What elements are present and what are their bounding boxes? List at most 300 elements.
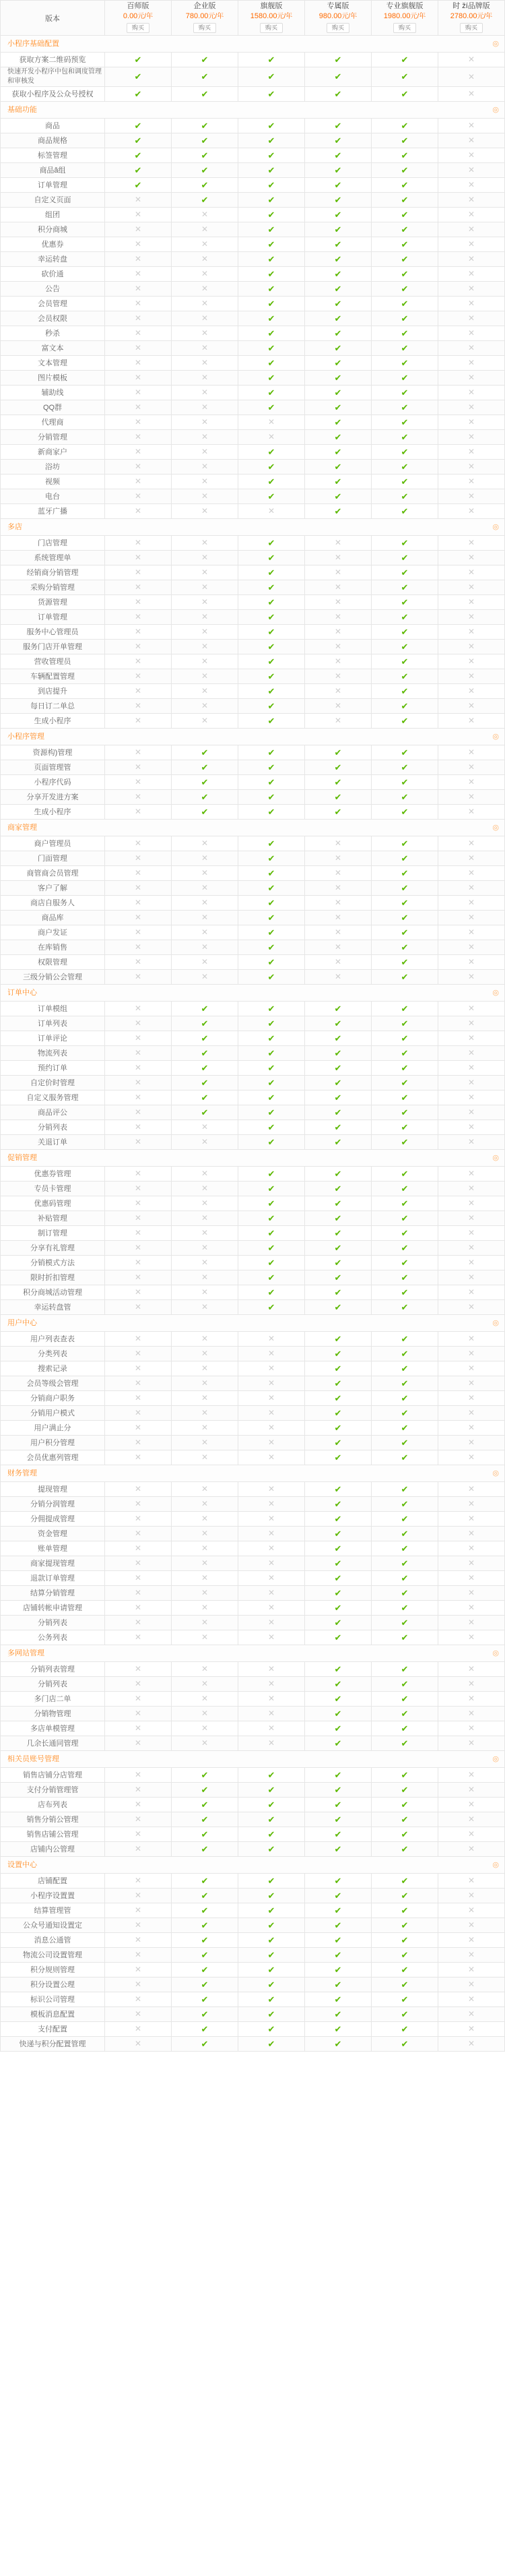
check-glyph: ✔ (401, 853, 409, 863)
check-icon (305, 1002, 372, 1016)
check-glyph: ✔ (267, 1934, 275, 1945)
check-icon (105, 133, 172, 148)
table-row (1, 1091, 505, 1105)
cross-icon (172, 881, 238, 896)
cross-glyph: ✕ (201, 868, 209, 878)
check-icon (372, 133, 438, 148)
cross-icon (172, 1662, 238, 1677)
cross-icon (105, 1677, 172, 1692)
check-icon (305, 1992, 372, 2007)
cross-glyph: ✕ (134, 1272, 142, 1282)
check-glyph: ✔ (267, 1979, 275, 1990)
cross-icon (438, 1903, 505, 1918)
check-glyph: ✔ (401, 1994, 409, 2004)
check-icon (238, 1300, 305, 1315)
check-icon (372, 1798, 438, 1812)
check-glyph: ✔ (267, 164, 275, 175)
cross-icon (438, 1046, 505, 1061)
check-glyph: ✔ (334, 283, 342, 294)
buy-button[interactable]: 购买 (327, 23, 349, 33)
check-icon (372, 1211, 438, 1226)
check-glyph: ✔ (201, 1062, 209, 1073)
plan-name: 旗舰版 (260, 2, 283, 10)
cross-icon (105, 430, 172, 445)
check-glyph: ✔ (267, 209, 275, 220)
feature-label: 订单列表 (1, 1016, 105, 1031)
table-row (1, 1783, 505, 1798)
cross-glyph: ✕ (201, 1588, 209, 1597)
cross-icon (238, 1586, 305, 1601)
check-icon (105, 148, 172, 163)
plan-price-amount: 1580.00 (250, 12, 277, 20)
cross-icon (172, 1707, 238, 1721)
check-icon (305, 1167, 372, 1182)
cross-glyph: ✕ (467, 1302, 475, 1312)
cross-icon (305, 565, 372, 580)
cross-icon (105, 1721, 172, 1736)
table-row (1, 1361, 505, 1376)
cross-icon (438, 1889, 505, 1903)
section-header-cell (1, 102, 505, 119)
section-marker-icon: ◎ (492, 1755, 499, 1763)
cross-icon (438, 1061, 505, 1076)
cross-icon (438, 1016, 505, 1031)
feature-label: 积分规则管理 (1, 1963, 105, 1977)
check-glyph: ✔ (401, 431, 409, 442)
check-glyph: ✔ (201, 1843, 209, 1854)
feature-label: 支付配置 (1, 2022, 105, 2037)
cross-icon (172, 208, 238, 222)
check-icon (372, 881, 438, 896)
check-icon (172, 67, 238, 87)
check-glyph: ✔ (201, 1769, 209, 1780)
cross-icon (438, 1167, 505, 1182)
cross-glyph: ✕ (267, 1543, 275, 1553)
cross-icon (172, 504, 238, 519)
cross-icon (172, 1332, 238, 1347)
feature-label: 自定义页面 (1, 193, 105, 208)
check-icon (372, 1182, 438, 1196)
cross-glyph: ✕ (467, 1514, 475, 1523)
cross-glyph: ✕ (467, 1033, 475, 1043)
cross-glyph: ✕ (134, 1378, 142, 1388)
feature-label: 权限管理 (1, 955, 105, 970)
cross-icon (105, 1076, 172, 1091)
buy-button[interactable]: 购买 (393, 23, 416, 33)
cross-icon (438, 119, 505, 133)
cross-glyph: ✕ (201, 1137, 209, 1146)
check-icon (305, 1798, 372, 1812)
check-icon (238, 1842, 305, 1857)
cross-icon (172, 1361, 238, 1376)
buy-button[interactable]: 购买 (460, 23, 483, 33)
section-marker-icon: ◎ (492, 733, 499, 741)
check-icon (372, 760, 438, 775)
cross-glyph: ✕ (267, 1588, 275, 1597)
plan-price-unit: 元/年 (341, 13, 358, 20)
check-glyph: ✔ (267, 135, 275, 146)
cross-icon (438, 133, 505, 148)
plan-price-unit: 元/年 (477, 13, 493, 20)
cross-icon (438, 1571, 505, 1586)
check-glyph: ✔ (401, 1437, 409, 1448)
check-glyph: ✔ (334, 1875, 342, 1886)
feature-label: 关退订单 (1, 1135, 105, 1150)
cross-icon (305, 851, 372, 866)
check-icon (305, 1347, 372, 1361)
cross-icon (172, 282, 238, 297)
feature-label: 分销列表 (1, 1120, 105, 1135)
feature-label: 货源管理 (1, 595, 105, 610)
check-icon (305, 2022, 372, 2037)
cross-glyph: ✕ (201, 898, 209, 907)
check-icon (305, 2007, 372, 2022)
check-glyph: ✔ (401, 927, 409, 938)
cross-icon (105, 193, 172, 208)
cross-glyph: ✕ (134, 1558, 142, 1568)
check-glyph: ✔ (401, 1483, 409, 1494)
plan-header-3 (305, 1, 372, 36)
cross-glyph: ✕ (134, 1905, 142, 1915)
cross-glyph: ✕ (467, 343, 475, 352)
check-glyph: ✔ (401, 715, 409, 726)
section-header-cell (1, 1751, 505, 1768)
cross-icon (105, 1812, 172, 1827)
cross-icon (105, 489, 172, 504)
feature-label: 系统管理单 (1, 551, 105, 565)
table-row (1, 356, 505, 371)
cross-icon (105, 760, 172, 775)
table-row (1, 881, 505, 896)
cross-glyph: ✕ (134, 792, 142, 801)
check-icon (372, 1406, 438, 1421)
table-row (1, 1105, 505, 1120)
check-glyph: ✔ (334, 1784, 342, 1795)
cross-icon (105, 745, 172, 760)
feature-label: 搜索记录 (1, 1361, 105, 1376)
check-icon (372, 386, 438, 400)
cross-icon (238, 1616, 305, 1630)
check-glyph: ✔ (201, 1949, 209, 1960)
check-glyph: ✔ (267, 1257, 275, 1268)
cross-icon (105, 282, 172, 297)
check-icon (172, 790, 238, 805)
cross-glyph: ✕ (467, 1063, 475, 1072)
cross-icon (438, 1120, 505, 1135)
check-glyph: ✔ (334, 1587, 342, 1598)
check-icon (305, 371, 372, 386)
cross-glyph: ✕ (467, 538, 475, 547)
buy-button[interactable]: 购买 (193, 23, 216, 33)
check-glyph: ✔ (334, 1558, 342, 1568)
table-row (1, 669, 505, 684)
cross-icon (105, 714, 172, 729)
table-row (1, 1332, 505, 1347)
feature-label: 积分商城 (1, 222, 105, 237)
plan-price-unit: 元/年 (410, 13, 426, 20)
table-row (1, 745, 505, 760)
check-icon (238, 445, 305, 460)
check-glyph: ✔ (267, 853, 275, 863)
check-glyph: ✔ (134, 71, 142, 82)
check-icon (305, 237, 372, 252)
cross-icon (172, 489, 238, 504)
check-icon (305, 1783, 372, 1798)
check-icon (305, 1630, 372, 1645)
cross-glyph: ✕ (467, 328, 475, 338)
check-icon (372, 1903, 438, 1918)
cross-icon (105, 1406, 172, 1421)
cross-icon (105, 1135, 172, 1150)
cross-icon (238, 1347, 305, 1361)
table-row (1, 1918, 505, 1933)
check-icon (305, 148, 372, 163)
feature-label: 快速开发小程序中包和调度管理和审核发 (1, 67, 105, 87)
cross-glyph: ✕ (134, 538, 142, 547)
cross-icon (438, 1105, 505, 1120)
cross-icon (105, 1903, 172, 1918)
cross-icon (438, 610, 505, 625)
check-icon (305, 805, 372, 820)
feature-label: 店铺配置 (1, 1874, 105, 1889)
plan-price (450, 12, 493, 21)
check-glyph: ✔ (334, 1392, 342, 1403)
check-glyph: ✔ (267, 253, 275, 264)
feature-label: 商品规格 (1, 133, 105, 148)
table-row (1, 1391, 505, 1406)
check-glyph: ✔ (401, 641, 409, 652)
cross-icon (105, 1061, 172, 1076)
cross-glyph: ✕ (467, 942, 475, 952)
cross-icon (105, 881, 172, 896)
check-icon (238, 1031, 305, 1046)
plan-price-amount: 980.00 (318, 12, 342, 20)
cross-icon (438, 1226, 505, 1241)
cross-glyph: ✕ (334, 627, 342, 636)
check-glyph: ✔ (401, 1723, 409, 1734)
cross-glyph: ✕ (467, 1829, 475, 1839)
cross-icon (172, 1285, 238, 1300)
cross-glyph: ✕ (134, 1891, 142, 1900)
cross-glyph: ✕ (467, 1004, 475, 1013)
cross-icon (438, 1361, 505, 1376)
cross-icon (105, 1992, 172, 2007)
check-glyph: ✔ (334, 239, 342, 249)
cross-glyph: ✕ (134, 2039, 142, 2048)
cross-glyph: ✕ (267, 1499, 275, 1508)
cross-icon (438, 267, 505, 282)
section-marker-icon: ◎ (492, 1649, 499, 1657)
cross-glyph: ✕ (134, 1573, 142, 1583)
check-glyph: ✔ (401, 71, 409, 82)
cross-glyph: ✕ (134, 1800, 142, 1809)
cross-glyph: ✕ (201, 656, 209, 666)
cross-icon (238, 1391, 305, 1406)
check-icon (372, 178, 438, 193)
cross-icon (105, 1918, 172, 1933)
check-glyph: ✔ (334, 1708, 342, 1719)
check-icon (305, 2037, 372, 2052)
check-icon (305, 775, 372, 790)
check-icon (305, 356, 372, 371)
check-glyph: ✔ (334, 1602, 342, 1613)
check-glyph: ✔ (401, 461, 409, 472)
check-glyph: ✔ (334, 1333, 342, 1344)
cross-icon (438, 866, 505, 881)
check-glyph: ✔ (267, 611, 275, 622)
cross-glyph: ✕ (134, 597, 142, 607)
cross-icon (105, 896, 172, 911)
cross-glyph: ✕ (134, 1213, 142, 1223)
cross-icon (438, 1256, 505, 1270)
cross-icon (438, 925, 505, 940)
cross-icon (105, 1226, 172, 1241)
check-icon (372, 1256, 438, 1270)
check-glyph: ✔ (267, 956, 275, 967)
plan-header-2 (238, 1, 305, 36)
check-icon (372, 2007, 438, 2022)
cross-glyph: ✕ (134, 1018, 142, 1028)
table-row (1, 445, 505, 460)
cross-glyph: ✕ (201, 402, 209, 412)
feature-label: QQ群 (1, 400, 105, 415)
cross-glyph: ✕ (201, 1543, 209, 1553)
check-glyph: ✔ (267, 1183, 275, 1194)
check-glyph: ✔ (401, 1905, 409, 1915)
check-icon (172, 148, 238, 163)
cross-glyph: ✕ (334, 538, 342, 547)
check-glyph: ✔ (201, 120, 209, 131)
check-glyph: ✔ (267, 1784, 275, 1795)
cross-glyph: ✕ (334, 701, 342, 710)
section-marker-icon: ◎ (492, 1469, 499, 1477)
cross-icon (438, 1076, 505, 1091)
check-icon (172, 1105, 238, 1120)
feature-label: 物流列表 (1, 1046, 105, 1061)
check-glyph: ✔ (401, 626, 409, 637)
cross-icon (105, 610, 172, 625)
check-icon (305, 178, 372, 193)
check-glyph: ✔ (134, 88, 142, 99)
buy-button[interactable]: 购买 (127, 23, 149, 33)
check-icon (238, 790, 305, 805)
cross-icon (305, 684, 372, 699)
cross-glyph: ✕ (134, 1393, 142, 1403)
cross-glyph: ✕ (467, 1588, 475, 1597)
cross-icon (438, 415, 505, 430)
table-row (1, 489, 505, 504)
check-glyph: ✔ (401, 1018, 409, 1029)
cross-glyph: ✕ (334, 868, 342, 878)
check-glyph: ✔ (334, 446, 342, 457)
cross-glyph: ✕ (467, 597, 475, 607)
check-icon (305, 311, 372, 326)
check-icon (372, 1135, 438, 1150)
cross-icon (238, 1692, 305, 1707)
cross-icon (438, 1002, 505, 1016)
feature-label: 分销模式方法 (1, 1256, 105, 1270)
table-row (1, 1135, 505, 1150)
cross-icon (105, 955, 172, 970)
check-icon (372, 1226, 438, 1241)
plan-price (319, 12, 357, 21)
cross-icon (438, 1812, 505, 1827)
check-glyph: ✔ (201, 71, 209, 82)
check-icon (238, 356, 305, 371)
cross-icon (305, 896, 372, 911)
cross-icon (438, 536, 505, 551)
check-glyph: ✔ (267, 1949, 275, 1960)
check-icon (372, 1391, 438, 1406)
cross-glyph: ✕ (267, 1573, 275, 1583)
cross-glyph: ✕ (334, 957, 342, 967)
check-icon (238, 1948, 305, 1963)
check-icon (372, 1361, 438, 1376)
feature-label: 会员权限 (1, 311, 105, 326)
cross-glyph: ✕ (134, 1965, 142, 1974)
cross-icon (438, 1270, 505, 1285)
cross-icon (105, 1241, 172, 1256)
cross-icon (172, 1406, 238, 1421)
check-icon (172, 775, 238, 790)
check-icon (372, 551, 438, 565)
cross-icon (172, 610, 238, 625)
cross-glyph: ✕ (134, 1980, 142, 1989)
cross-icon (172, 297, 238, 311)
check-glyph: ✔ (401, 1168, 409, 1179)
check-glyph: ✔ (334, 1543, 342, 1554)
cross-glyph: ✕ (201, 1213, 209, 1223)
cross-glyph: ✕ (467, 180, 475, 189)
section-header-cell (1, 1465, 505, 1482)
check-glyph: ✔ (401, 328, 409, 338)
check-glyph: ✔ (201, 776, 209, 787)
cross-icon (438, 1586, 505, 1601)
section-header-row (1, 102, 505, 119)
check-glyph: ✔ (267, 357, 275, 368)
check-icon (305, 1256, 372, 1270)
check-icon (305, 1662, 372, 1677)
check-icon (238, 2022, 305, 2037)
cross-glyph: ✕ (467, 686, 475, 696)
table-row (1, 955, 505, 970)
check-icon (305, 67, 372, 87)
check-glyph: ✔ (267, 1107, 275, 1117)
check-glyph: ✔ (267, 1890, 275, 1901)
check-glyph: ✔ (334, 1257, 342, 1268)
buy-button[interactable]: 购买 (260, 23, 283, 33)
cross-icon (438, 163, 505, 178)
plan-header-0 (105, 1, 172, 36)
check-glyph: ✔ (401, 1257, 409, 1268)
check-glyph: ✔ (401, 1378, 409, 1388)
cross-icon (438, 341, 505, 356)
check-icon (305, 489, 372, 504)
check-glyph: ✔ (201, 88, 209, 99)
check-icon (172, 1812, 238, 1827)
cross-glyph: ✕ (134, 1814, 142, 1824)
cross-icon (172, 1256, 238, 1270)
check-icon (238, 684, 305, 699)
cross-glyph: ✕ (134, 553, 142, 562)
check-icon (372, 684, 438, 699)
feature-label: 支付分销管理管 (1, 1783, 105, 1798)
check-glyph: ✔ (267, 387, 275, 398)
check-icon (372, 445, 438, 460)
check-glyph: ✔ (401, 120, 409, 131)
cross-icon (105, 1497, 172, 1512)
cross-glyph: ✕ (467, 1800, 475, 1809)
